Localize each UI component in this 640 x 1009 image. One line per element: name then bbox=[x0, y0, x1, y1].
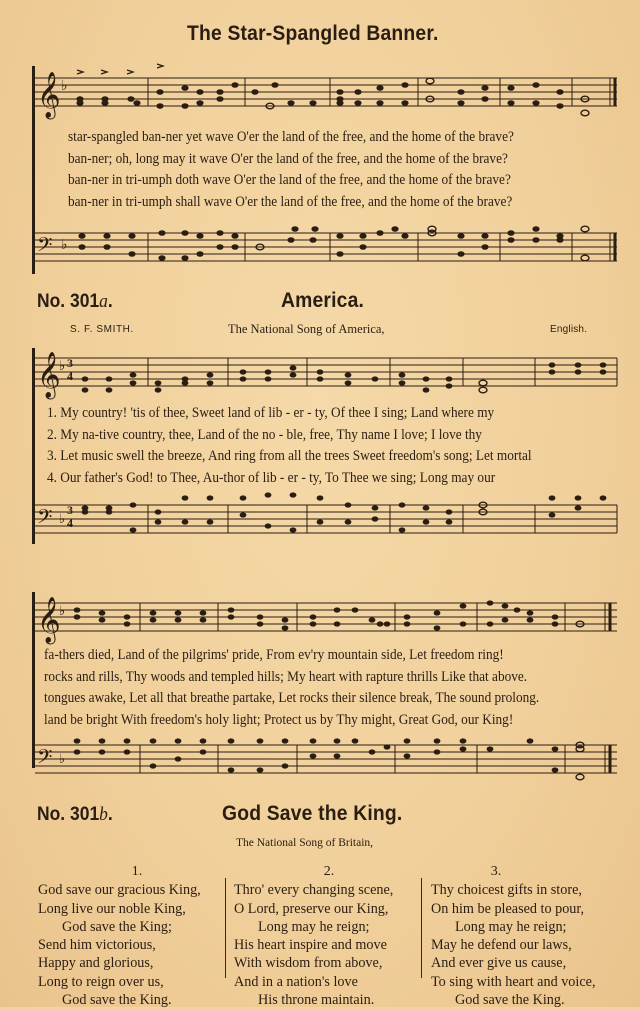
svg-text:𝄢: 𝄢 bbox=[37, 507, 53, 533]
svg-text:4: 4 bbox=[67, 369, 73, 383]
song-title-star-spangled-banner: The Star-Spangled Banner. bbox=[187, 22, 439, 45]
verse-line: Long may he reign; bbox=[455, 918, 567, 935]
song-title-god-save-the-king: God Save the King. bbox=[222, 802, 403, 825]
verse-line: On him be pleased to pour, bbox=[431, 900, 585, 917]
svg-text:3: 3 bbox=[67, 503, 73, 517]
music-staff-notation bbox=[35, 497, 620, 547]
verse-line: Long to reign over us, bbox=[38, 973, 164, 990]
lyric-line: ban-ner in tri-umph doth wave O'er the land of the free, and the home of the brave? bbox=[68, 172, 511, 189]
lyric-line: land be bright With freedom's holy light; Protect us by Thy might, Great God, our King! bbox=[44, 711, 514, 728]
lyric-line: ban-ner in tri-umph shall wave O'er the land of the free, and the home of the brave? bbox=[68, 193, 513, 210]
music-staff-notation bbox=[35, 70, 620, 130]
treble-staff-america-1 bbox=[35, 350, 620, 405]
svg-text:𝄞: 𝄞 bbox=[37, 597, 61, 642]
svg-text:♭: ♭ bbox=[59, 603, 66, 618]
verse-number: 3. bbox=[490, 864, 502, 879]
verse-3 bbox=[431, 863, 621, 1009]
verse-line: God save the King. bbox=[455, 992, 565, 1009]
verse-line: Thy choicest gifts in store, bbox=[431, 882, 582, 899]
verse-line: God save the King. bbox=[62, 992, 172, 1009]
verse-line: O Lord, preserve our King, bbox=[234, 900, 389, 917]
verse-line: Send him victorious, bbox=[38, 937, 156, 954]
svg-text:♭: ♭ bbox=[59, 511, 66, 526]
verse-number: 2. bbox=[323, 864, 335, 879]
svg-text:𝄢: 𝄢 bbox=[37, 747, 53, 773]
music-staff-notation bbox=[35, 225, 620, 275]
bass-staff-star-spangled bbox=[35, 225, 620, 275]
treble-staff-star-spangled bbox=[35, 70, 620, 130]
treble-staff-america-2 bbox=[35, 595, 620, 645]
lyrics-block-america-2 bbox=[44, 645, 539, 731]
song-subtitle: The National Song of America, bbox=[228, 322, 385, 336]
music-staff-notation bbox=[35, 745, 620, 785]
verse-1 bbox=[38, 863, 218, 1009]
verse-line: Long may he reign; bbox=[258, 918, 370, 935]
lyric-line: 3. Let music swell the breeze, And ring from all the trees Sweet freedom's song; Let mortal bbox=[47, 448, 532, 465]
lyric-line: rocks and rills, Thy woods and templed hills; My heart with rapture thrills Like that above. bbox=[44, 668, 528, 685]
verse-line: To sing with heart and voice, bbox=[431, 973, 596, 990]
lyric-line: 2. My na-tive country, thee, Land of the no - ble, free, Thy name I love; I love thy bbox=[47, 426, 482, 443]
svg-text:𝄢: 𝄢 bbox=[37, 235, 53, 261]
lyric-line: ban-ner; oh, long may it wave O'er the land of the free, and the home of the brave? bbox=[68, 150, 508, 167]
song-number-suffix: b bbox=[99, 804, 108, 825]
verse-line: And ever give us cause, bbox=[431, 955, 567, 972]
column-divider bbox=[421, 878, 422, 978]
song-number-text: No. 301 bbox=[37, 804, 100, 825]
lyric-line: 1. My country! 'tis of thee, Sweet land of lib - er - ty, Of thee I sing; Land where my bbox=[47, 405, 495, 421]
verse-line: Happy and glorious, bbox=[38, 955, 154, 972]
lyrics-block-star-spangled bbox=[68, 127, 514, 213]
lyric-line: 4. Our father's God! to Thee, Au-thor of lib - er - ty, To Thee we sing; Long may our bbox=[47, 469, 496, 486]
verse-line: His heart inspire and move bbox=[234, 937, 387, 954]
svg-text:♭: ♭ bbox=[59, 751, 66, 766]
verse-line: With wisdom from above, bbox=[234, 955, 383, 972]
verse-line: His throne maintain. bbox=[258, 992, 375, 1009]
verse-line: God save the King; bbox=[62, 918, 172, 935]
verse-line: Thro' every changing scene, bbox=[234, 882, 394, 899]
author-credit: S. F. SMITH. bbox=[70, 324, 134, 335]
verse-line: Long live our noble King, bbox=[38, 900, 186, 917]
verse-line: May he defend our laws, bbox=[431, 937, 572, 954]
lyric-line: tongues awake, Let all that breathe partake, Let rocks their silence break, The sound prolong. bbox=[44, 690, 540, 707]
svg-text:𝄞: 𝄞 bbox=[37, 352, 61, 397]
song-number-god-save-the-king: No. 301b. bbox=[37, 804, 113, 825]
song-number-text: No. 301 bbox=[37, 291, 100, 312]
tune-origin: English. bbox=[550, 324, 588, 335]
verse-2 bbox=[234, 863, 414, 1009]
bass-staff-america-1 bbox=[35, 497, 620, 547]
verse-line: God save our gracious King, bbox=[38, 882, 201, 899]
column-divider bbox=[225, 878, 226, 978]
music-staff-notation bbox=[35, 595, 620, 645]
song-number-america: No. 301a. bbox=[37, 291, 113, 312]
song-title-america: America. bbox=[281, 289, 365, 312]
song-number-suffix: a bbox=[99, 291, 108, 312]
lyrics-block-america-1 bbox=[47, 403, 532, 489]
svg-text:3: 3 bbox=[67, 356, 73, 370]
song-subtitle: The National Song of Britain, bbox=[236, 837, 374, 849]
svg-text:♭: ♭ bbox=[59, 358, 66, 373]
svg-text:♭: ♭ bbox=[61, 79, 68, 94]
svg-text:4: 4 bbox=[67, 516, 73, 530]
bass-staff-america-2 bbox=[35, 745, 620, 785]
lyric-line: star-spangled ban-ner yet wave O'er the land of the free, and the home of the brave? bbox=[68, 129, 514, 145]
lyric-line: fa-thers died, Land of the pilgrims' pride, From ev'ry mountain side, Let freedom ring! bbox=[44, 647, 504, 663]
music-staff-notation bbox=[35, 350, 620, 405]
verse-line: And in a nation's love bbox=[234, 973, 358, 990]
svg-text:𝄞: 𝄞 bbox=[37, 72, 61, 118]
verse-number: 1. bbox=[131, 864, 143, 879]
svg-text:♭: ♭ bbox=[61, 238, 68, 253]
